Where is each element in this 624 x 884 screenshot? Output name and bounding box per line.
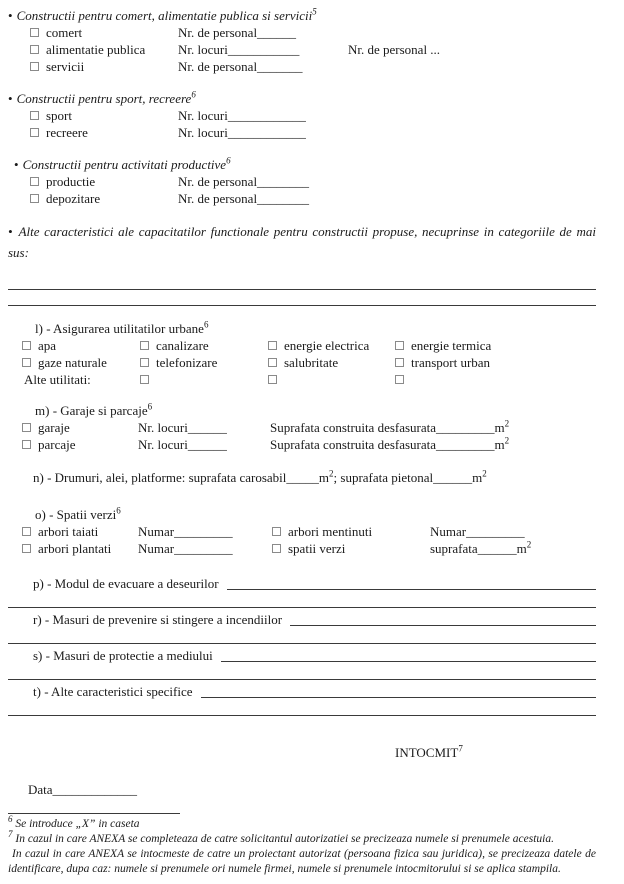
- checkbox-canalizare[interactable]: [140, 341, 149, 350]
- field-drumuri-carosabil[interactable]: n) - Drumuri, alei, platforme: suprafata carosabil_____: [33, 470, 319, 485]
- utilitati-row-alte: [22, 371, 596, 388]
- unit-m2: $m^2$: [494, 435, 510, 452]
- checkbox-telefonizare[interactable]: [140, 358, 149, 367]
- label-productie: productie: [46, 174, 96, 189]
- field-parcaje-suprafata[interactable]: [270, 436, 509, 453]
- label-arbori-taiati: arbori taiati: [38, 524, 99, 539]
- footnote-6-marker: 6: [8, 814, 13, 825]
- footnote-7-continuation: In cazul in care ANEXA se intocmeste de catre un proiectant autorizat (persoana fizica sau juridica), se precizeaza datele de identificare, dupa caz: numele si prenumele ori numele firmei, numele si prenumele intocmitorului si se aplica stampila.: [8, 848, 596, 875]
- section-sport-title: [8, 90, 596, 107]
- footnote-6-text: Se introduce „X” in caseta: [15, 818, 140, 830]
- section-comert-title-text: Constructii pentru comert, alimentatie publica si servicii: [16, 8, 313, 23]
- field-parcaje-locuri[interactable]: Nr. locuri______: [138, 437, 227, 452]
- paragraph-alte-caracteristici: [8, 221, 596, 263]
- row-arbori-2: [22, 540, 596, 557]
- footnote-7-text: In cazul in care ANEXA se completeaza de catre solicitantul autorizatiei se precizeaza numele si prenumele acestuia.: [15, 833, 554, 845]
- checkbox-parcaje[interactable]: [22, 440, 31, 449]
- data-field[interactable]: Data_____________: [28, 782, 138, 797]
- blank-incendii-2[interactable]: [8, 628, 596, 644]
- field-sport-locuri[interactable]: Nr. locuri____________: [178, 108, 306, 123]
- checkbox-garaje[interactable]: [22, 423, 31, 432]
- label-alimentatie: alimentatie publica: [46, 42, 146, 57]
- checkbox-comert[interactable]: [30, 28, 39, 37]
- section-alte-specifice: [8, 683, 596, 716]
- field-drumuri-pietonal[interactable]: ; suprafata pietonal______: [333, 470, 473, 485]
- label-apa: apa: [38, 338, 57, 353]
- row-sport: [30, 107, 596, 124]
- checkbox-arbori-mentinuti[interactable]: [272, 527, 281, 536]
- section-spatii-verzi-title-text: o) - Spatii verzi: [35, 507, 117, 522]
- label-depozitare: depozitare: [46, 191, 101, 206]
- section-productive-title-text: Constructii pentru activitati productive: [22, 157, 227, 172]
- row-comert: [30, 24, 596, 41]
- section-garaje: [8, 402, 596, 453]
- field-arbori-mentinuti-numar[interactable]: Numar_________: [430, 524, 525, 539]
- blank-line-2[interactable]: [8, 290, 596, 306]
- blank-mediu-2[interactable]: [8, 664, 596, 680]
- blank-evacuare[interactable]: [227, 575, 596, 590]
- label-alte-specifice: t) - Alte caracteristici specifice: [33, 684, 193, 699]
- footnote-7: [8, 829, 596, 847]
- checkbox-arbori-plantati[interactable]: [22, 544, 31, 553]
- section-utilitati-title: [35, 320, 596, 337]
- unit-m2: $m^2$: [494, 418, 510, 435]
- section-mediu: [8, 647, 596, 680]
- field-servicii-personal[interactable]: Nr. de personal_______: [178, 59, 303, 74]
- section-garaje-title: [35, 402, 596, 419]
- checkbox-alte-utilitati-3[interactable]: [395, 375, 404, 384]
- label-incendii: r) - Masuri de prevenire si stingere a incendiilor: [33, 612, 283, 627]
- field-parcaje-suprafata-text: Suprafata construita desfasurata_________: [270, 437, 495, 452]
- row-garaje: [22, 419, 596, 436]
- checkbox-spatii-verzi[interactable]: [272, 544, 281, 553]
- label-sport: sport: [46, 108, 72, 123]
- unit-m2: $m^2$: [318, 468, 334, 485]
- blank-evacuare-2[interactable]: [8, 592, 596, 608]
- utilitati-row-1: [22, 337, 596, 354]
- row-parcaje: [22, 436, 596, 453]
- section-evacuare: [8, 575, 596, 608]
- section-garaje-title-text: m) - Garaje si parcaje: [35, 403, 148, 418]
- footnote-7-marker: 7: [8, 829, 13, 840]
- field-recreere-locuri[interactable]: Nr. locuri____________: [178, 125, 306, 140]
- bullet-icon: •: [14, 157, 19, 172]
- bullet-icon: •: [8, 224, 13, 239]
- section-productive-title: [14, 156, 596, 173]
- blank-alte-specifice[interactable]: [201, 683, 596, 698]
- field-garaje-suprafata-text: Suprafata construita desfasurata_________: [270, 420, 495, 435]
- row-arbori-1: [22, 523, 596, 540]
- label-telefonizare: telefonizare: [156, 355, 218, 370]
- checkbox-gaze-naturale[interactable]: [22, 358, 31, 367]
- field-productie-personal[interactable]: Nr. de personal________: [178, 174, 310, 189]
- field-arbori-taiati-numar[interactable]: Numar_________: [138, 524, 233, 539]
- label-arbori-plantati: arbori plantati: [38, 541, 112, 556]
- label-parcaje: parcaje: [38, 437, 76, 452]
- field-depozitare-personal[interactable]: Nr. de personal________: [178, 191, 310, 206]
- checkbox-sport[interactable]: [30, 111, 39, 120]
- footnote-6: [8, 814, 596, 832]
- checkbox-recreere[interactable]: [30, 128, 39, 137]
- footnote-ref-7: 7: [458, 743, 463, 754]
- checkbox-energie-electrica[interactable]: [268, 341, 277, 350]
- section-spatii-verzi-title: [35, 506, 596, 523]
- label-arbori-mentinuti: arbori mentinuti: [288, 524, 373, 539]
- checkbox-depozitare[interactable]: [30, 194, 39, 203]
- field-comert-personal[interactable]: Nr. de personal______: [178, 25, 297, 40]
- label-alte-utilitati: Alte utilitati:: [24, 372, 91, 387]
- section-comert-title: [8, 7, 596, 24]
- field-arbori-plantati-numar[interactable]: Numar_________: [138, 541, 233, 556]
- row-alimentatie: [30, 41, 596, 58]
- footnote-ref-5: 5: [312, 6, 317, 17]
- utilitati-row-2: [22, 354, 596, 371]
- blank-alte-specifice-2[interactable]: [8, 700, 596, 716]
- section-spatii-verzi: [8, 506, 596, 557]
- unit-m2: $m^2$: [472, 468, 487, 485]
- checkbox-alimentatie[interactable]: [30, 45, 39, 54]
- label-servicii: servicii: [46, 59, 85, 74]
- footnote-separator: [8, 813, 180, 814]
- section-utilitati: [8, 320, 596, 388]
- checkbox-energie-termica[interactable]: [395, 341, 404, 350]
- section-sport-title-text: Constructii pentru sport, recreere: [16, 91, 192, 106]
- label-spatii-verzi: spatii verzi: [288, 541, 346, 556]
- row-servicii: [30, 58, 596, 75]
- label-canalizare: canalizare: [156, 338, 209, 353]
- footnote-ref-6: 6: [147, 401, 153, 412]
- footnotes: [8, 814, 596, 877]
- section-utilitati-title-text: l) - Asigurarea utilitatilor urbane: [35, 321, 204, 336]
- checkbox-alte-utilitati-2[interactable]: [268, 375, 277, 384]
- footnote-ref-6: 6: [203, 319, 209, 330]
- footnote-ref-6: 6: [191, 89, 196, 100]
- label-energie-termica: energie termica: [411, 338, 492, 353]
- section-drumuri: [33, 469, 596, 486]
- field-spatii-verzi-suprafata-text: suprafata______: [430, 541, 517, 556]
- field-alimentatie-personal[interactable]: Nr. de personal ...: [348, 42, 441, 57]
- label-recreere: recreere: [46, 125, 88, 140]
- field-alimentatie-locuri[interactable]: Nr. locuri___________: [178, 42, 300, 57]
- footnote-ref-6: 6: [116, 505, 121, 516]
- row-recreere: [30, 124, 596, 141]
- label-mediu: s) - Masuri de protectie a mediului: [33, 648, 213, 663]
- label-comert: comert: [46, 25, 83, 40]
- footnote-ref-6: 6: [226, 155, 231, 166]
- row-depozitare: [30, 190, 596, 207]
- label-garaje: garaje: [38, 420, 70, 435]
- intocmit-label: [395, 744, 596, 761]
- spacer: [8, 141, 596, 156]
- intocmit-text: INTOCMIT: [395, 745, 459, 760]
- bullet-icon: •: [8, 91, 13, 106]
- unit-m2: $m^2$: [516, 539, 532, 556]
- bullet-icon: •: [8, 8, 13, 23]
- field-garaje-suprafata[interactable]: [270, 419, 509, 436]
- blank-line-1[interactable]: [8, 271, 596, 290]
- label-salubritate: salubritate: [284, 355, 339, 370]
- field-garaje-locuri[interactable]: Nr. locuri______: [138, 420, 227, 435]
- label-energie-electrica: energie electrica: [284, 338, 370, 353]
- spacer: [8, 75, 596, 90]
- section-comert: [8, 7, 596, 75]
- checkbox-productie[interactable]: [30, 177, 39, 186]
- checkbox-servicii[interactable]: [30, 62, 39, 71]
- blank-mediu[interactable]: [221, 647, 596, 662]
- checkbox-arbori-taiati[interactable]: [22, 527, 31, 536]
- label-gaze-naturale: gaze naturale: [38, 355, 107, 370]
- section-sport: [8, 90, 596, 141]
- label-transport-urban: transport urban: [411, 355, 491, 370]
- checkbox-salubritate[interactable]: [268, 358, 277, 367]
- label-evacuare: p) - Modul de evacuare a deseurilor: [33, 576, 219, 591]
- checkbox-apa[interactable]: [22, 341, 31, 350]
- field-spatii-verzi-suprafata[interactable]: [430, 540, 531, 557]
- row-productie: [30, 173, 596, 190]
- paragraph-alte-caracteristici-text: Alte caracteristici ale capacitatilor functionale pentru constructii propuse, necuprinse in categoriile de mai sus:: [8, 224, 596, 260]
- checkbox-alte-utilitati-1[interactable]: [140, 375, 149, 384]
- section-incendii: [8, 611, 596, 644]
- section-productive: [14, 156, 596, 207]
- checkbox-transport-urban[interactable]: [395, 358, 404, 367]
- blank-incendii[interactable]: [290, 611, 596, 626]
